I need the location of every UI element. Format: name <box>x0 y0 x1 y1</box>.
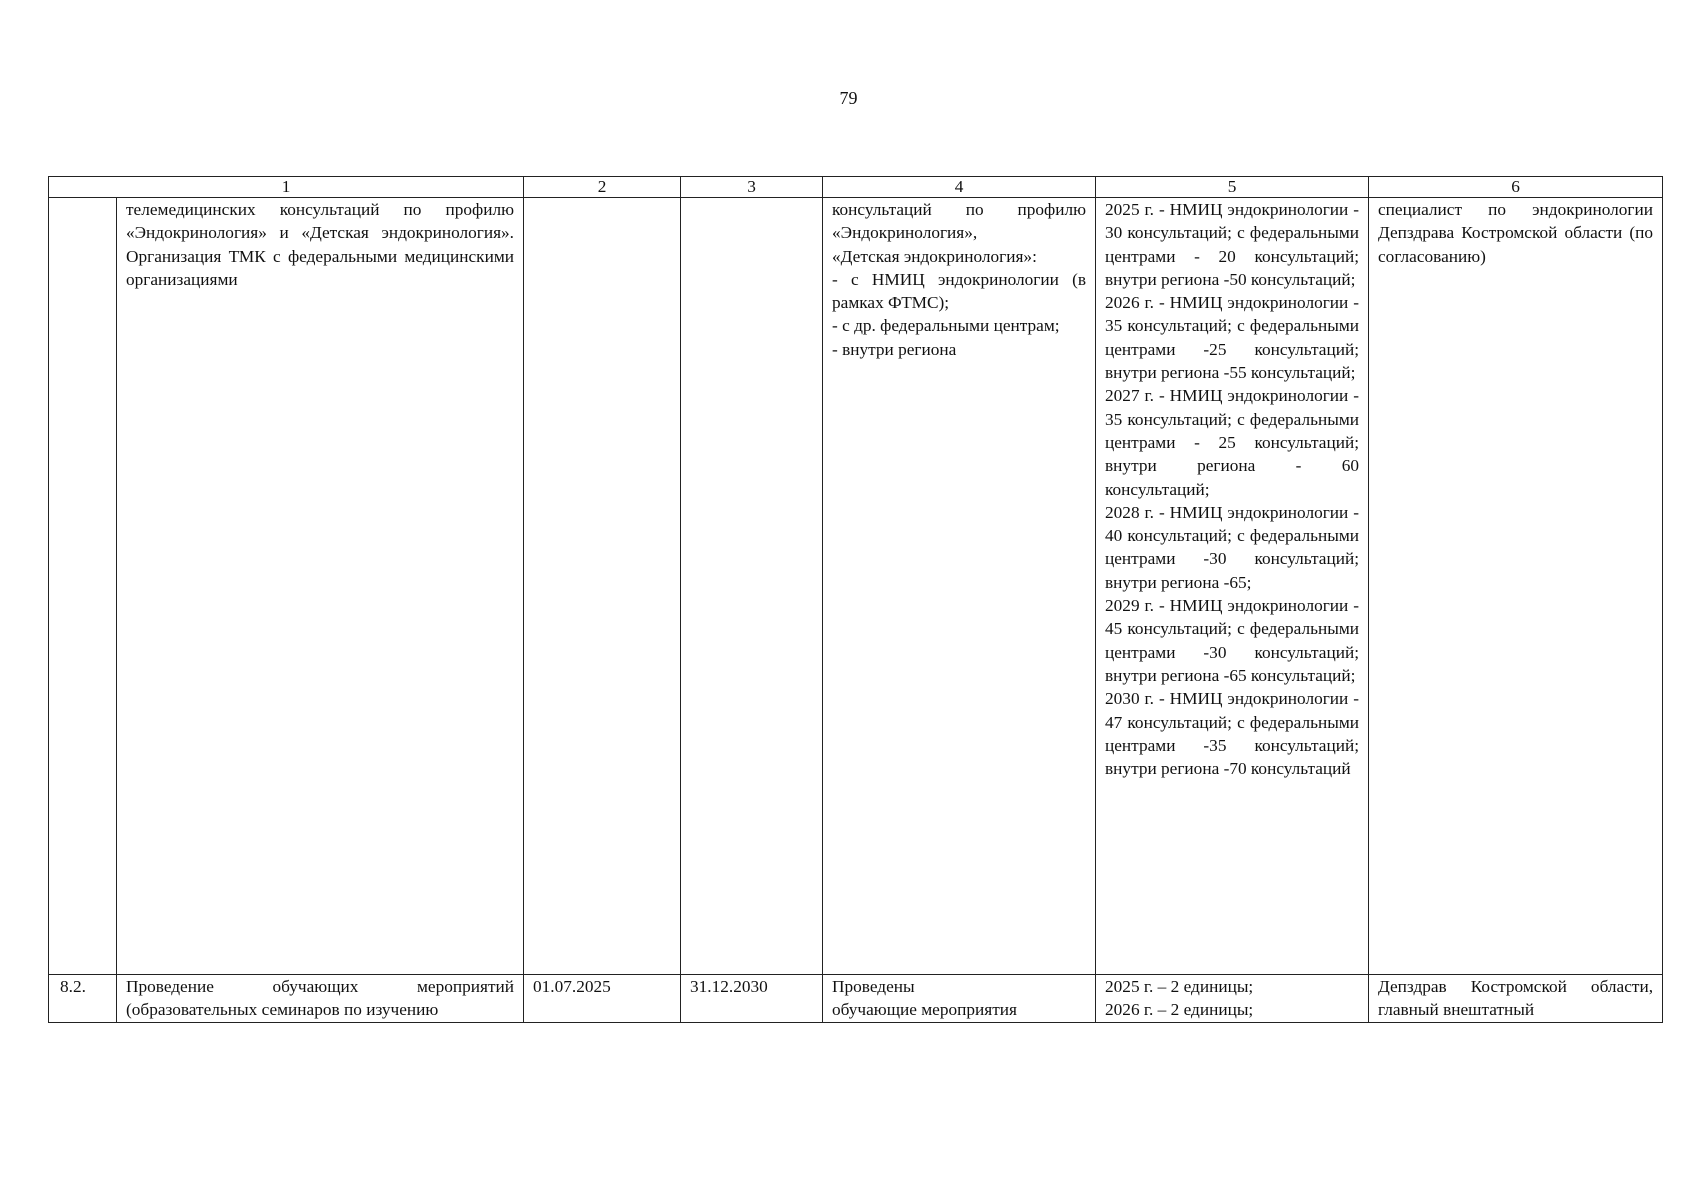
column-number-3: 3 <box>681 177 823 198</box>
table-row <box>49 198 1663 975</box>
start-date-cell <box>524 198 681 975</box>
result-cell <box>823 198 1096 975</box>
column-number-6: 6 <box>1369 177 1663 198</box>
column-number-row <box>49 177 1663 198</box>
result-line: - с др. федеральными центрам; <box>832 316 1060 336</box>
result-line: консультаций по профилю «Эндокринология», <box>832 200 1087 243</box>
result-line: - внутри региона <box>832 339 957 359</box>
result-line: «Детская эндокринология»: <box>832 246 1037 266</box>
indicator-line: 2026 г. – 2 единицы; <box>1105 1000 1254 1020</box>
indicator-year-2029: 2029 г. - НМИЦ эндокринологии - 45 консультаций; с федеральными центрами -30 консультаций; внутри региона -65 консультаций; <box>1105 596 1360 685</box>
end-date-cell <box>681 198 823 975</box>
table-row <box>49 975 1663 1023</box>
row-number-cell <box>49 198 117 975</box>
column-number-5: 5 <box>1096 177 1369 198</box>
indicator-line: 2025 г. – 2 единицы; <box>1105 977 1254 996</box>
indicator-year-2030: 2030 г. - НМИЦ эндокринологии - 47 консультаций; с федеральными центрами -35 консультаций; внутри региона -70 консультаций <box>1105 689 1360 779</box>
indicator-year-2028: 2028 г. - НМИЦ эндокринологии - 40 консультаций; с федеральными центрами -30 консультаций; внутри региона -65; <box>1105 502 1360 592</box>
start-date-cell: 01.07.2025 <box>524 975 681 1023</box>
result-line: Проведены <box>832 977 915 996</box>
page-number: 79 <box>839 88 858 108</box>
responsible-cell: специалист по эндокринологии Депздрава Костромской области (по согласованию) <box>1369 198 1663 975</box>
responsible-cell: Депздрав Костромской области, главный внештатный <box>1369 975 1663 1023</box>
row-number-cell: 8.2. <box>49 975 117 1023</box>
indicator-cell <box>1096 198 1369 975</box>
activity-cell: телемедицинских консультаций по профилю «Эндокринология» и «Детская эндокринология». Организация ТМК с федеральными медицинскими организациями <box>117 198 524 975</box>
indicator-cell <box>1096 975 1369 1023</box>
result-line: - с НМИЦ эндокринологии (в рамках ФТМС); <box>832 269 1087 313</box>
result-line: обучающие мероприятия <box>832 1000 1017 1020</box>
column-number-1: 1 <box>49 177 524 198</box>
plan-table <box>48 176 1663 1023</box>
indicator-year-2025: 2025 г. - НМИЦ эндокринологии - 30 консультаций; с федеральными центрами - 20 консультаций; внутри региона -50 консультаций; <box>1105 200 1360 289</box>
result-cell <box>823 975 1096 1023</box>
column-number-2: 2 <box>524 177 681 198</box>
activity-cell: Проведение обучающих мероприятий (образовательных семинаров по изучению <box>117 975 524 1023</box>
indicator-year-2026: 2026 г. - НМИЦ эндокринологии - 35 консультаций; с федеральными центрами -25 консультаций; внутри региона -55 консультаций; <box>1105 293 1360 383</box>
column-number-4: 4 <box>823 177 1096 198</box>
end-date-cell: 31.12.2030 <box>681 975 823 1023</box>
indicator-year-2027: 2027 г. - НМИЦ эндокринологии - 35 консультаций; с федеральными центрами - 25 консультаций; внутри региона - 60 консультаций; <box>1105 386 1360 499</box>
